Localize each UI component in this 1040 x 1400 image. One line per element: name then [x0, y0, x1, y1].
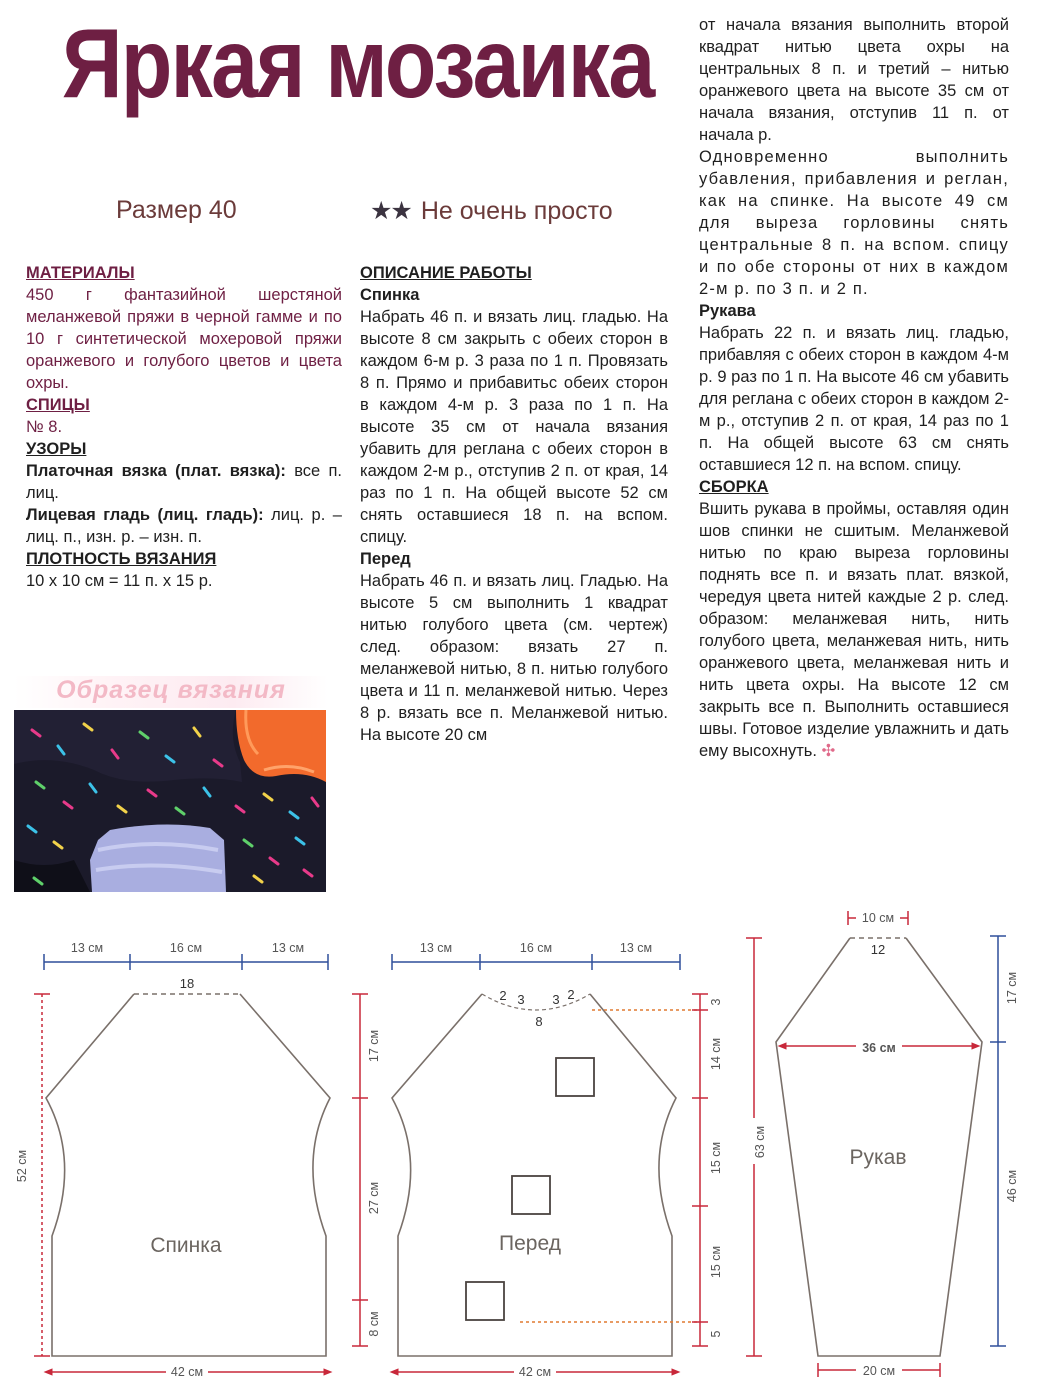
- front-raglan-height: 14 см: [709, 1037, 723, 1071]
- description-heading: ОПИСАНИЕ РАБОТЫ: [360, 264, 532, 282]
- front-width-right: 13 см: [619, 941, 653, 955]
- front-text: Набрать 46 п. и вязать лиц. Гладью. На высоте 5 см выполнить 1 квадрат нитью голубого цвета (см. чертеж) след. образом: вязать 27 п. меланжевой нитью, 8 п. нитью голубого цвета и 11 п. меланжевой нитью. Через 8 р. вязать все п. Меланжевой нитью. На высоте 20 см: [360, 572, 668, 744]
- sleeve-label: Рукав: [849, 1146, 907, 1169]
- knitting-sample-image: [14, 710, 326, 892]
- sleeve-heading: Рукава: [699, 302, 756, 320]
- gauge-text: 10 х 10 см = 11 п. х 15 р.: [26, 572, 213, 590]
- stocking-pattern-text: лиц. р. – лиц. п., изн. р. – изн. п.: [26, 506, 342, 546]
- back-width-mid: 16 см: [169, 941, 203, 955]
- sleeve-top-count: 12: [870, 942, 886, 957]
- needles-heading: СПИЦЫ: [26, 396, 90, 414]
- front-neck-depth: 3: [709, 998, 723, 1006]
- back-heading: Спинка: [360, 286, 420, 304]
- front-width-left: 13 см: [419, 941, 453, 955]
- assembly-heading: СБОРКА: [699, 478, 769, 496]
- gauge-heading: ПЛОТНОСТЬ ВЯЗАНИЯ: [26, 550, 217, 568]
- difficulty-text: Не очень просто: [420, 197, 613, 225]
- sample-label: Образец вязания: [14, 676, 328, 708]
- sleeve-text: Набрать 22 п. и вязать лиц. гладью, прибавляя с обеих сторон в каждом 4-м р. 9 раз по 1 п. На высоте 46 см убавить для реглана с обеих сторон в каждом 2-м р., отступив 2 п. от края, 14 раз по 1 п. На общей высоте 63 см снять оставшиеся 12 п. на вспом. спицу.: [699, 324, 1009, 474]
- back-top-count: 18: [179, 976, 195, 991]
- front-text-continued: от начала вязания выполнить второй квадрат нитью цвета охры на центральных 8 п. и третий – нитью оранжевого цвета на высоте 35 см от начала вязания, отступив 11 п. от начала р.: [699, 16, 1009, 144]
- front-bottom-height: 5: [709, 1330, 723, 1338]
- sleeve-raglan-height: 17 см: [1005, 971, 1019, 1005]
- front-heading: Перед: [360, 550, 411, 568]
- front-neck-count: 8: [535, 1014, 543, 1029]
- front-diagram: [392, 941, 723, 1380]
- sleeve-mid-width: 36 см: [862, 1041, 896, 1055]
- assembly-text: [699, 498, 1009, 762]
- front-neck-3-left: 3: [517, 992, 525, 1007]
- front-square-ochre: [512, 1176, 550, 1214]
- front-text-simultaneous: Одновременно выполнить убавления, прибавления и реглан, как на спинке. На высоте 49 см для выреза горловины снять центральные 8 п. на вспом. спицу и по обе стороны от них в каждом 2-м р. по 3 п. и 2 п.: [699, 148, 1009, 298]
- materials-heading: МАТЕРИАЛЫ: [26, 264, 135, 282]
- description-column-continued: [699, 14, 1009, 762]
- patterns-heading: УЗОРЫ: [26, 440, 87, 458]
- difficulty-label: [370, 196, 613, 226]
- garter-pattern-text: все п. лиц.: [26, 462, 342, 502]
- front-label: Перед: [499, 1232, 561, 1255]
- front-square-blue: [466, 1282, 504, 1320]
- front-square-orange: [556, 1058, 594, 1096]
- back-diagram: [15, 941, 381, 1380]
- back-width-left: 13 см: [70, 941, 104, 955]
- front-low-height: 15 см: [709, 1245, 723, 1279]
- front-neck-2-right: 2: [567, 987, 575, 1002]
- sleeve-bottom-width: 20 см: [862, 1364, 896, 1378]
- front-width-mid: 16 см: [519, 941, 553, 955]
- schematic-diagram: [0, 900, 1040, 1390]
- materials-column: [26, 262, 342, 592]
- back-mid-height: 27 см: [367, 1181, 381, 1215]
- stocking-pattern: [26, 504, 342, 548]
- page-title: Яркая мозаика: [62, 8, 654, 118]
- garter-pattern: [26, 460, 342, 504]
- stocking-pattern-name: Лицевая гладь (лиц. гладь):: [26, 506, 264, 524]
- back-width-right: 13 см: [271, 941, 305, 955]
- front-outline: [392, 994, 676, 1356]
- materials-text: 450 г фантазийной шерстяной меланжевой пряжи в черной гамме и по 10 г синтетической мохеровой пряжи оранжевого и голубого цветов и цвета охры.: [26, 286, 342, 392]
- back-label: Спинка: [150, 1234, 222, 1257]
- size-label: Размер 40: [116, 196, 237, 224]
- back-raglan-height: 17 см: [367, 1029, 381, 1063]
- assembly-text-body: Вшить рукава в проймы, оставляя один шов спинки не сшитым. Меланжевой нитью по краю выреза горловины поднять все п. и вязать плат. вязкой, чередуя цвета нитей каждые 2 р. след. образом: меланжевая нить, нить голубого цвета, меланжевая нить, нить оранжевого цвета, меланжевая нить и нить цвета охры. На высоте 12 см закрыть все п. Выполнить оставшиеся швы. Готовое изделие увлажнить и дать ему высохнуть.: [699, 500, 1009, 760]
- back-outline: [46, 994, 330, 1356]
- front-neck-3-right: 3: [552, 992, 560, 1007]
- garter-pattern-name: Платочная вязка (плат. вязка):: [26, 462, 286, 480]
- sleeve-height: 63 см: [753, 1125, 767, 1159]
- back-text: Набрать 46 п. и вязать лиц. гладью. На высоте 8 см закрыть с обеих сторон в каждом 6-м р. 3 раза по 1 п. Провязать 8 п. Прямо и прибавитьс обеих сторон в каждом 4-м р. 3 раза по 1 п. На высоте 35 см от начала вязания убавить для реглана с обеих сторон в каждом 2-м р., отступив 2 п. от края, 14 раз по 1 п. На общей высоте 52 см снять оставшиеся 18 п. на вспом. спицу.: [360, 308, 668, 546]
- back-bottom-width: 42 см: [170, 1365, 204, 1379]
- back-height-label: 52 см: [15, 1149, 29, 1183]
- sleeve-top-width: 10 см: [861, 911, 895, 925]
- knitting-sample-picture: [14, 710, 326, 892]
- description-column: [360, 262, 668, 746]
- end-mark-icon: ✣: [821, 742, 836, 760]
- front-mid-height: 15 см: [709, 1141, 723, 1175]
- sleeve-lower-height: 46 см: [1005, 1169, 1019, 1203]
- difficulty-stars-icon: ★★: [370, 197, 411, 225]
- sleeve-diagram: [746, 909, 1019, 1378]
- front-neck-2-left: 2: [499, 988, 507, 1003]
- needles-text: № 8.: [26, 418, 63, 436]
- back-low-height: 8 см: [367, 1311, 381, 1337]
- front-bottom-width: 42 см: [518, 1365, 552, 1379]
